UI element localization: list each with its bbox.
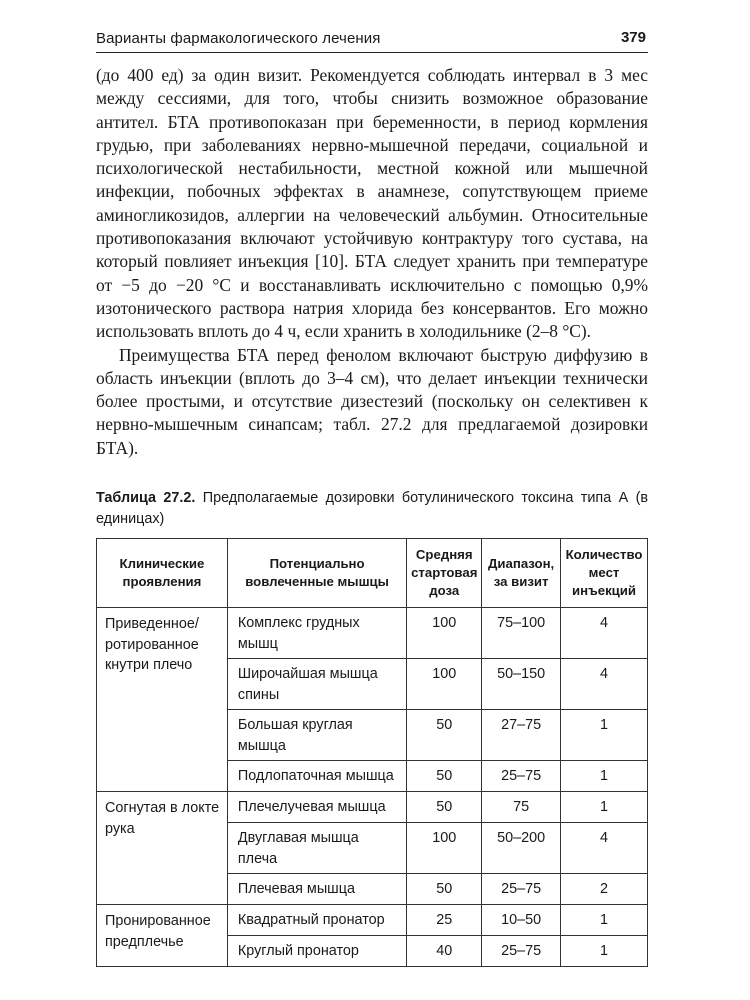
table-row bbox=[97, 792, 648, 823]
header-range-per-visit: Диапазон, за визит bbox=[482, 539, 561, 608]
muscle-cell: Плечелучевая мышца bbox=[227, 792, 406, 823]
sites-cell: 1 bbox=[561, 905, 648, 936]
dosage-table bbox=[96, 538, 648, 967]
paragraph-2: Преимущества БТА перед фенолом включают быструю диффузию в область инъекции (вплоть до 3–4 см), что делает инъекции технически более простыми, и отсутствие дизестезий (поскольку он селективен к нервно-мышечным синапсам; табл. 27.2 для предлагаемой дозировки БТА). bbox=[96, 344, 648, 458]
dose-cell: 50 bbox=[407, 792, 482, 823]
table-row bbox=[97, 608, 648, 659]
sites-cell: 1 bbox=[561, 710, 648, 761]
muscle-cell: Широчайшая мышца спины bbox=[227, 659, 406, 710]
muscle-cell: Комплекс грудных мышц bbox=[227, 608, 406, 659]
table-caption-text: Предполагаемые дозировки ботулинического токсина типа А (в единицах) bbox=[96, 490, 649, 527]
header-clinical-manifestations: Клинические проявления bbox=[97, 539, 228, 608]
sites-cell: 4 bbox=[561, 823, 648, 874]
range-cell: 25–75 bbox=[482, 874, 561, 905]
range-cell: 27–75 bbox=[482, 710, 561, 761]
muscle-cell: Подлопаточная мышца bbox=[227, 761, 406, 792]
condition-cell: Приведенное/ ротированное кнутри плечо bbox=[97, 608, 228, 792]
muscle-cell: Квадратный пронатор bbox=[227, 905, 406, 936]
dose-cell: 100 bbox=[407, 608, 482, 659]
dose-cell: 100 bbox=[407, 659, 482, 710]
sites-cell: 4 bbox=[561, 659, 648, 710]
header-starting-dose: Средняя стартовая доза bbox=[407, 539, 482, 608]
header-injection-sites: Количество мест инъекций bbox=[561, 539, 648, 608]
muscle-cell: Большая круглая мышца bbox=[227, 710, 406, 761]
range-cell: 50–200 bbox=[482, 823, 561, 874]
dose-cell: 40 bbox=[407, 936, 482, 967]
dose-cell: 25 bbox=[407, 905, 482, 936]
muscle-cell: Двуглавая мышца плеча bbox=[227, 823, 406, 874]
running-header bbox=[96, 26, 648, 53]
dose-cell: 50 bbox=[407, 874, 482, 905]
sites-cell: 1 bbox=[561, 792, 648, 823]
sites-cell: 1 bbox=[561, 761, 648, 792]
sites-cell: 4 bbox=[561, 608, 648, 659]
sites-cell: 1 bbox=[561, 936, 648, 967]
dose-cell: 50 bbox=[407, 761, 482, 792]
table-row bbox=[97, 905, 648, 936]
running-header-title: Варианты фармакологического лечения bbox=[96, 30, 381, 47]
range-cell: 50–150 bbox=[482, 659, 561, 710]
table-caption-label: Таблица 27.2. bbox=[96, 490, 196, 506]
range-cell: 10–50 bbox=[482, 905, 561, 936]
range-cell: 75 bbox=[482, 792, 561, 823]
range-cell: 75–100 bbox=[482, 608, 561, 659]
dose-cell: 50 bbox=[407, 710, 482, 761]
range-cell: 25–75 bbox=[482, 761, 561, 792]
page-number: 379 bbox=[620, 29, 646, 46]
table-header-row bbox=[97, 539, 648, 608]
paragraph-1: (до 400 ед) за один визит. Рекомендуется соблюдать интервал в 3 мес между сессиями, для того, чтобы снизить возможное образование антител. БТА противопоказан при беременности, в период кормления грудью, при заболеваниях нервно-мышечной передачи, социальной и психологической нестабильности, местной кожной или мышечной инфекции, побочных эффектах в анамнезе, сопутствующем приеме аминогликозидов, аллергии на человеческий альбумин. Относительные противопоказания включают устойчивую контрактуру того сустава, на который повлияет инъекция [10]. БТА следует хранить при температуре от −5 до −20 °С и восстанавливать исключительно с помощью 0,9% изотонического раствора натрия хлорида без консервантов. Его можно использовать вплоть до 4 ч, если хранить в холодильнике (2–8 °С). bbox=[96, 65, 648, 342]
condition-cell: Согнутая в локте рука bbox=[97, 792, 228, 905]
muscle-cell: Круглый пронатор bbox=[227, 936, 406, 967]
range-cell: 25–75 bbox=[482, 936, 561, 967]
table-caption bbox=[96, 488, 648, 530]
dose-cell: 100 bbox=[407, 823, 482, 874]
sites-cell: 2 bbox=[561, 874, 648, 905]
body-text bbox=[96, 64, 648, 460]
header-muscles: Потенциально вовлеченные мышцы bbox=[227, 539, 406, 608]
condition-cell: Пронированное предплечье bbox=[97, 905, 228, 967]
muscle-cell: Плечевая мышца bbox=[227, 874, 406, 905]
